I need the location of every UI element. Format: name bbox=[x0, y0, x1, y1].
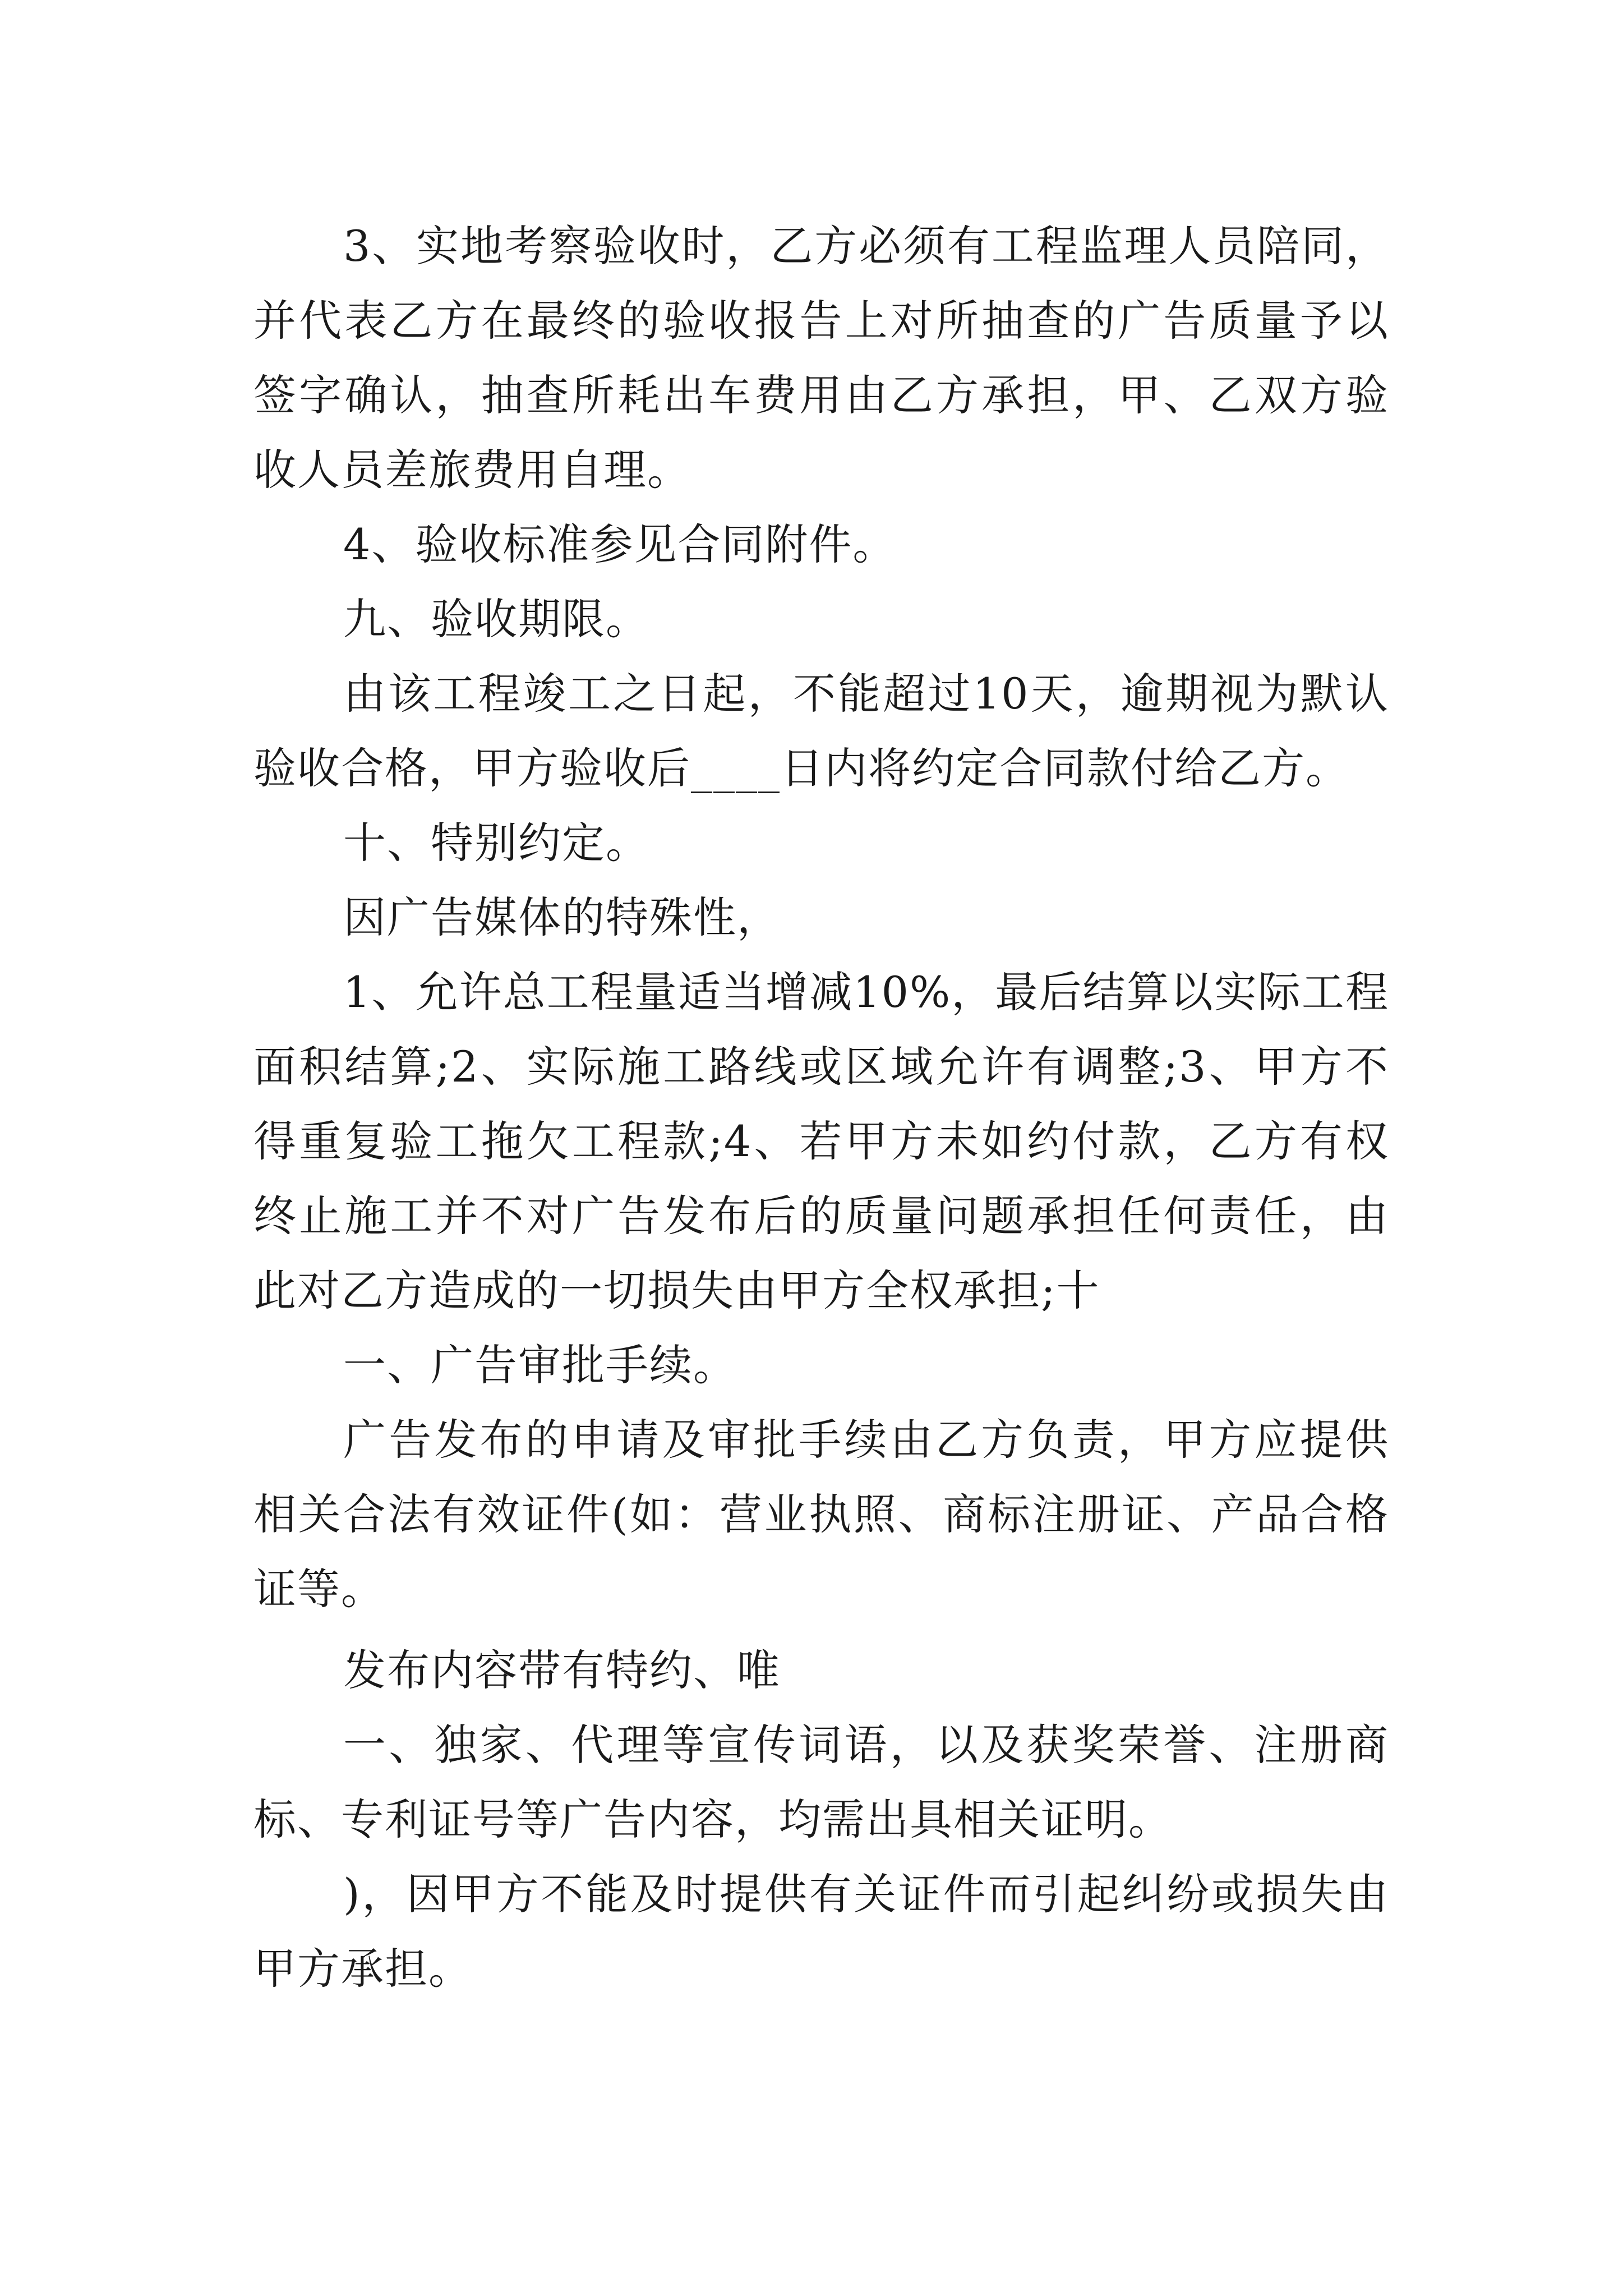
document-body bbox=[253, 209, 1389, 2006]
paragraph-media-special: 因广告媒体的特殊性， bbox=[343, 892, 781, 942]
section-heading-approval: 一、广告审批手续。 bbox=[343, 1340, 737, 1390]
section-heading-special-agreement: 十、特别约定。 bbox=[343, 818, 649, 868]
section-heading-acceptance-period: 九、验收期限。 bbox=[343, 594, 649, 644]
paragraph-acceptance-period: 由该工程竣工之日起，不能超过10天，逾期视为默认验收合格，甲方验收后____日内将约定合同款付给乙方。 bbox=[253, 669, 1389, 793]
paragraph-exclusive-terms: 一、独家、代理等宣传词语，以及获奖荣誉、注册商标、专利证号等广告内容，均需出具相关证明。 bbox=[253, 1720, 1389, 1844]
paragraph-acceptance-inspection: 3、实地考察验收时，乙方必须有工程监理人员陪同，并代表乙方在最终的验收报告上对所抽查的广告质量予以签字确认，抽查所耗出车费用由乙方承担，甲、乙双方验收人员差旅费用自理。 bbox=[253, 221, 1389, 495]
paragraph-acceptance-standard: 4、验收标准参见合同附件。 bbox=[343, 519, 897, 569]
paragraph-special-terms: 1、允许总工程量适当增减10%，最后结算以实际工程面积结算;2、实际施工路线或区域允许有调整;3、甲方不得重复验工拖欠工程款;4、若甲方未如约付款，乙方有权终止施工并不对广告发布后的质量问题承担任何责任，由此对乙方造成的一切损失由甲方全权承担;十 bbox=[253, 967, 1389, 1315]
paragraph-content-special: 发布内容带有特约、唯 bbox=[343, 1645, 781, 1695]
paragraph-approval-procedure: 广告发布的申请及审批手续由乙方负责，甲方应提供相关合法有效证件(如：营业执照、商标注册证、产品合格证等。 bbox=[253, 1415, 1389, 1614]
paragraph-liability: )，因甲方不能及时提供有关证件而引起纠纷或损失由甲方承担。 bbox=[253, 1869, 1389, 1994]
